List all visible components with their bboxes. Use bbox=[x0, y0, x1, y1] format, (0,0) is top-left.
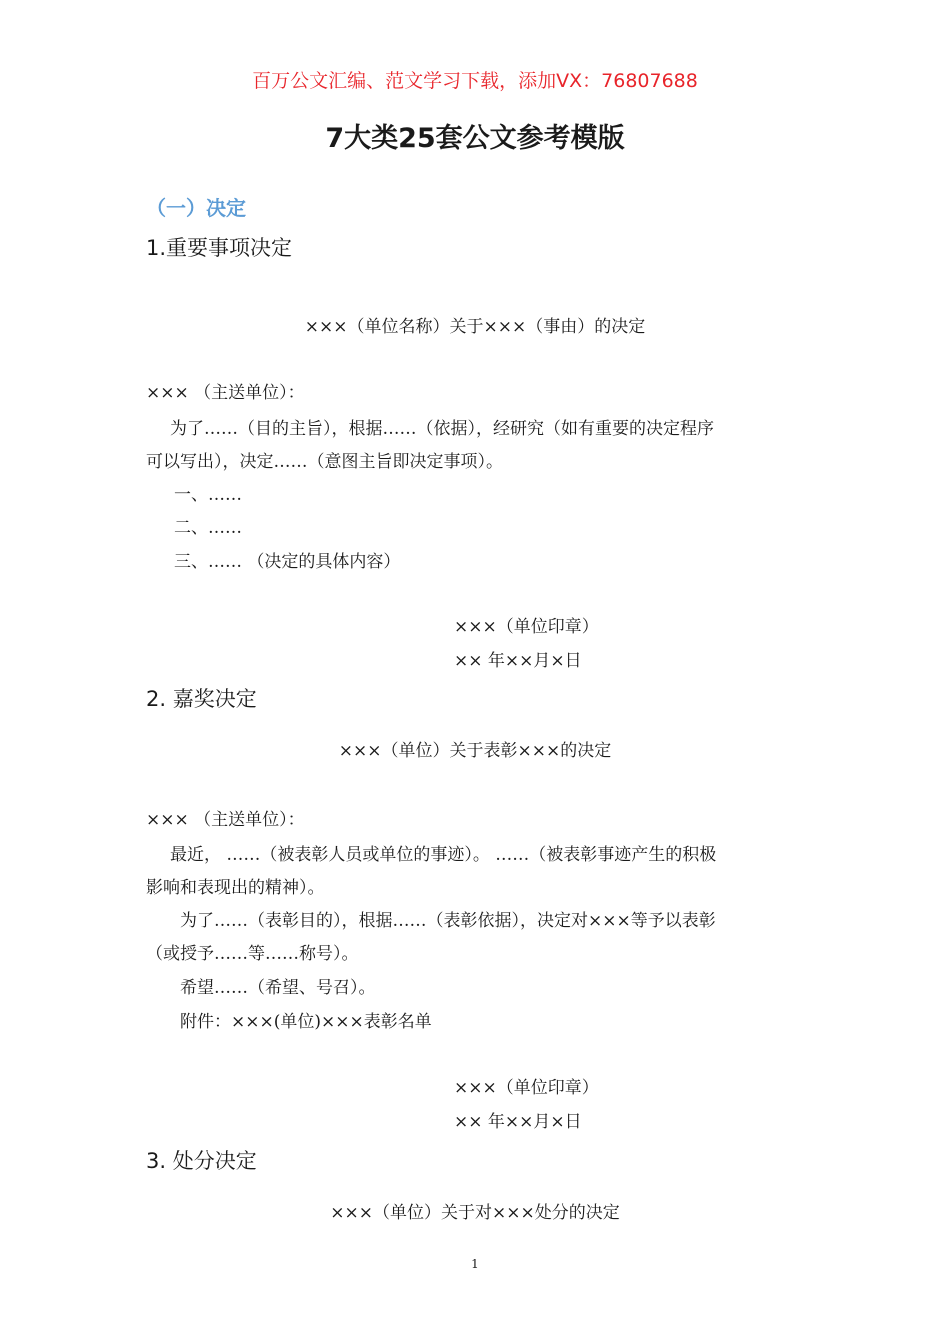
list-item: 一、…… bbox=[174, 485, 242, 505]
seal-line-2: ×××（单位印章） bbox=[454, 1078, 599, 1098]
date-line-2: ×× 年××月×日 bbox=[454, 1112, 582, 1132]
section-heading: （一）决定 bbox=[146, 196, 246, 220]
paragraph-line: 希望……（希望、号召）。 bbox=[180, 978, 376, 998]
template-title-3: ×××（单位）关于对×××处分的决定 bbox=[330, 1203, 620, 1223]
paragraph-line: 可以写出），决定……（意图主旨即决定事项）。 bbox=[146, 452, 503, 472]
subsection-heading-3: 3. 处分决定 bbox=[146, 1149, 257, 1173]
list-item: 三、…… （决定的具体内容） bbox=[174, 552, 401, 572]
recipient-line-2: ××× （主送单位）： bbox=[146, 810, 305, 830]
list-item: 二、…… bbox=[174, 518, 242, 538]
subsection-heading-1: 1.重要事项决定 bbox=[146, 236, 293, 260]
seal-line-1: ×××（单位印章） bbox=[454, 617, 599, 637]
paragraph-line: （或授予……等……称号）。 bbox=[146, 944, 359, 964]
recipient-line-1: ××× （主送单位）： bbox=[146, 383, 305, 403]
paragraph-line: 影响和表现出的精神）。 bbox=[146, 878, 325, 898]
page-number: 1 bbox=[471, 1257, 479, 1271]
subsection-heading-2: 2. 嘉奖决定 bbox=[146, 687, 257, 711]
paragraph-line: 为了……（目的主旨），根据……（依据），经研究（如有重要的决定程序 bbox=[170, 419, 714, 439]
paragraph-line: 为了……（表彰目的），根据……（表彰依据），决定对×××等予以表彰 bbox=[180, 911, 716, 931]
promo-banner: 百万公文汇编、范文学习下载，添加VX：76807688 bbox=[252, 70, 698, 92]
date-line-1: ×× 年××月×日 bbox=[454, 651, 582, 671]
attachment-line: 附件：×××(单位)×××表彰名单 bbox=[180, 1012, 432, 1032]
template-title-1: ×××（单位名称）关于×××（事由）的决定 bbox=[304, 317, 646, 337]
paragraph-line: 最近， ……（被表彰人员或单位的事迹）。 ……（被表彰事迹产生的积极 bbox=[170, 845, 717, 865]
document-title: 7大类25套公文参考模版 bbox=[325, 123, 625, 154]
template-title-2: ×××（单位）关于表彰×××的决定 bbox=[338, 741, 612, 761]
